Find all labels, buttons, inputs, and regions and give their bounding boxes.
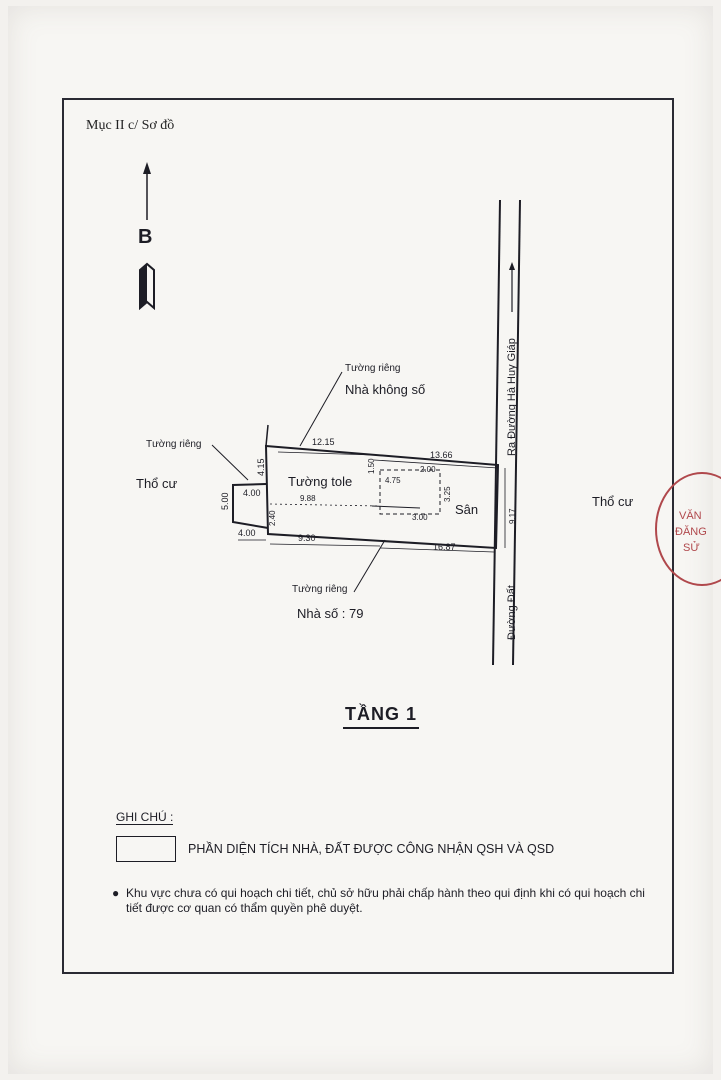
floor-title: TẦNG 1 [343, 704, 419, 729]
label-tuong-tole: Tường tole [288, 474, 353, 489]
label-tho-cu-left: Thổ cư [136, 476, 178, 491]
dim-9-30: 9.30 [298, 533, 316, 543]
dim-3-00: 3.00 [412, 513, 428, 522]
dim-4-15: 4.15 [256, 458, 266, 476]
dim-3-25: 3.25 [443, 486, 452, 502]
legend-swatch [116, 836, 176, 862]
label-tho-cu-right: Thổ cư [592, 494, 634, 509]
label-road-top: Ra Đường Hà Huy Giáp [506, 338, 518, 456]
note-bullet-text: Khu vực chưa có qui hoạch chi tiết, chủ sở hữu phải chấp hành theo qui định khi có qui hoạch chi tiết được cơ quan có thẩm quyền phê duyệt. [126, 886, 645, 915]
label-tuong-rieng-left: Tường riêng [146, 439, 202, 450]
dim-4-00-bottom: 4.00 [238, 528, 256, 538]
notes-label: GHI CHÚ : [116, 810, 174, 824]
dim-16-87: 16.87 [433, 542, 456, 552]
dim-2-00: 2.00 [420, 465, 436, 474]
dim-4-00-top: 4.00 [243, 488, 261, 498]
bullet-icon: ● [112, 886, 120, 900]
dim-13-66: 13.66 [430, 450, 453, 460]
label-road-bottom: Đường Đất [506, 585, 518, 640]
label-nha-khong-so: Nhà không số [345, 382, 426, 397]
dim-12-15: 12.15 [312, 437, 335, 447]
stamp-line-2: ĐĂNG [675, 526, 707, 538]
legend-text: PHẦN DIỆN TÍCH NHÀ, ĐẤT ĐƯỢC CÔNG NHẬN QSH VÀ QSD [188, 842, 555, 856]
label-tuong-rieng-top: Tường riêng [345, 363, 401, 374]
section-label: Mục II c/ Sơ đồ [86, 118, 175, 133]
label-tuong-rieng-bottom: Tường riêng [292, 584, 348, 595]
dim-9-17: 9.17 [508, 508, 517, 524]
north-label: B [138, 226, 153, 248]
dim-2-40: 2.40 [268, 510, 277, 526]
stamp-line-1: VĂN [679, 510, 702, 522]
label-san: Sân [455, 502, 479, 517]
dim-5-00: 5.00 [220, 492, 230, 510]
dim-4-75: 4.75 [385, 476, 401, 485]
note-bullet [112, 886, 646, 916]
label-nha-so: Nhà số : 79 [297, 606, 364, 621]
dim-1-50: 1.50 [367, 458, 376, 474]
stamp-line-3: SỬ [683, 542, 700, 554]
dim-9-88: 9.88 [300, 494, 316, 503]
